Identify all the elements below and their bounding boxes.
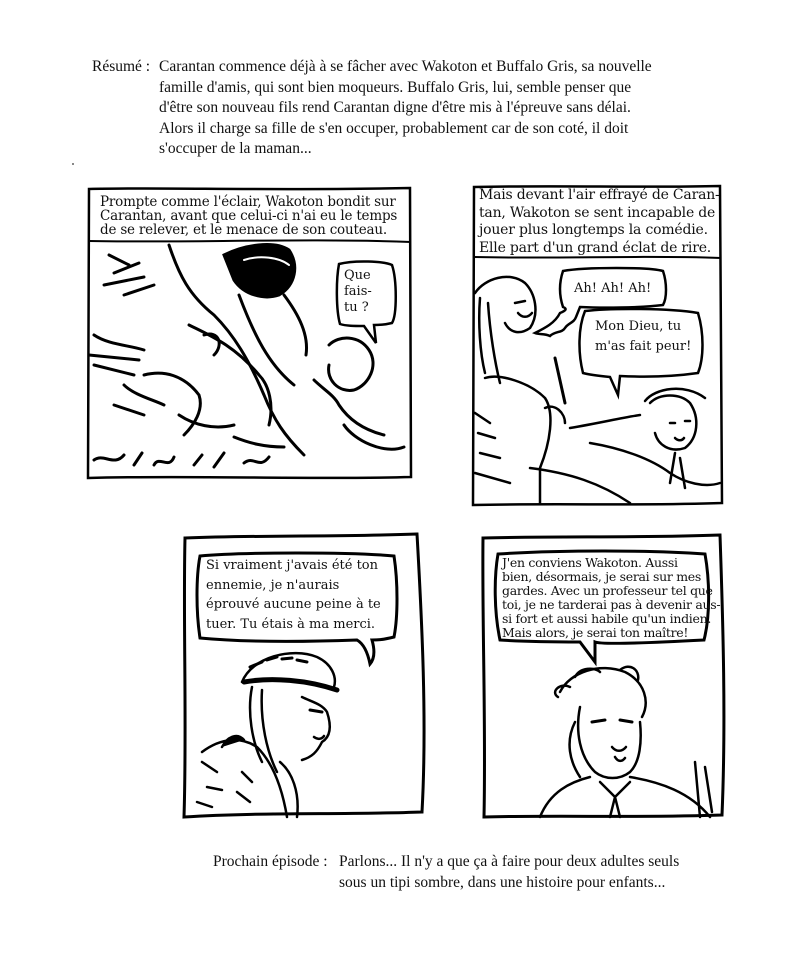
bubble-line: Mais alors, je serai ton maître! bbox=[502, 625, 689, 640]
summary-label: Résumé : bbox=[92, 58, 151, 75]
next-episode-line: sous un tipi sombre, dans une histoire pour enfants... bbox=[339, 873, 666, 891]
bubble-line: tu ? bbox=[344, 300, 369, 315]
summary-line: famille d'amis, qui sont bien moqueurs. Buffalo Gris, lui, semble penser que bbox=[159, 78, 632, 96]
caption-line: Elle part d'un grand éclat de rire. bbox=[479, 239, 712, 256]
caption-line: Carantan, avant que celui-ci n'ai eu le temps bbox=[100, 208, 398, 224]
comic-panel-1 bbox=[84, 185, 414, 480]
bubble-line: J'en conviens Wakoton. Aussi bbox=[502, 555, 678, 570]
bubble-line: bien, désormais, je serai sur mes bbox=[502, 569, 702, 584]
panel-2-caption bbox=[479, 187, 720, 257]
speech-bubble-jen-conviens bbox=[502, 556, 720, 640]
comic-panel-3 bbox=[182, 532, 430, 820]
bubble-line: gardes. Avec un professeur tel que bbox=[502, 583, 713, 598]
caption-line: Mais devant l'air effrayé de Caran- bbox=[479, 187, 720, 203]
bubble-line: tuer. Tu étais à ma merci. bbox=[206, 616, 376, 632]
bubble-line: si fort et aussi habile qu'un indien. bbox=[502, 611, 712, 626]
speech-bubble-que-fais-tu bbox=[344, 268, 372, 316]
comic-panel-4 bbox=[480, 532, 728, 820]
summary-line: Carantan commence déjà à se fâcher avec Wakoton et Buffalo Gris, sa nouvelle bbox=[159, 58, 652, 75]
summary-text bbox=[159, 57, 719, 160]
speech-bubble-si-vraiment bbox=[206, 556, 381, 634]
bubble-line: ennemie, je n'aurais bbox=[206, 577, 340, 593]
caption-line: jouer plus longtemps la comédie. bbox=[479, 222, 708, 238]
summary-line: d'être son nouveau fils rend Carantan digne d'être mis à l'épreuve sans délai. bbox=[159, 99, 631, 116]
comic-panel-2 bbox=[470, 183, 725, 508]
panel-1-caption bbox=[100, 195, 397, 237]
bubble-line: fais- bbox=[344, 284, 372, 299]
bubble-line: Ah! Ah! Ah! bbox=[574, 281, 652, 296]
next-episode-label: Prochain épisode : bbox=[213, 853, 328, 870]
bubble-line: m'as fait peur! bbox=[595, 339, 692, 354]
summary-line: Alors il charge sa fille de s'en occuper, probablement car de son coté, il doit bbox=[159, 119, 629, 137]
next-episode-line: Parlons... Il n'y a que ça à faire pour deux adultes seuls bbox=[339, 853, 680, 870]
caption-line: Prompte comme l'éclair, Wakoton bondit sur bbox=[100, 194, 396, 210]
speech-bubble-mon-dieu bbox=[595, 317, 691, 357]
caption-line: de se relever, et le menace de son couteau. bbox=[100, 222, 387, 238]
bubble-line: toi, je ne tarderai pas à devenir aus- bbox=[502, 597, 721, 612]
speech-bubble-ah-ah-ah bbox=[574, 279, 651, 298]
caption-line: tan, Wakoton se sent incapable de bbox=[479, 204, 716, 221]
next-episode-text bbox=[339, 852, 679, 893]
bubble-line: Mon Dieu, tu bbox=[595, 319, 682, 334]
bubble-line: Si vraiment j'avais été ton bbox=[206, 558, 378, 573]
speck bbox=[72, 163, 74, 165]
bubble-line: éprouvé aucune peine à te bbox=[206, 597, 381, 612]
bubble-line: Que bbox=[344, 268, 371, 283]
summary-line: s'occuper de la maman... bbox=[159, 140, 312, 157]
